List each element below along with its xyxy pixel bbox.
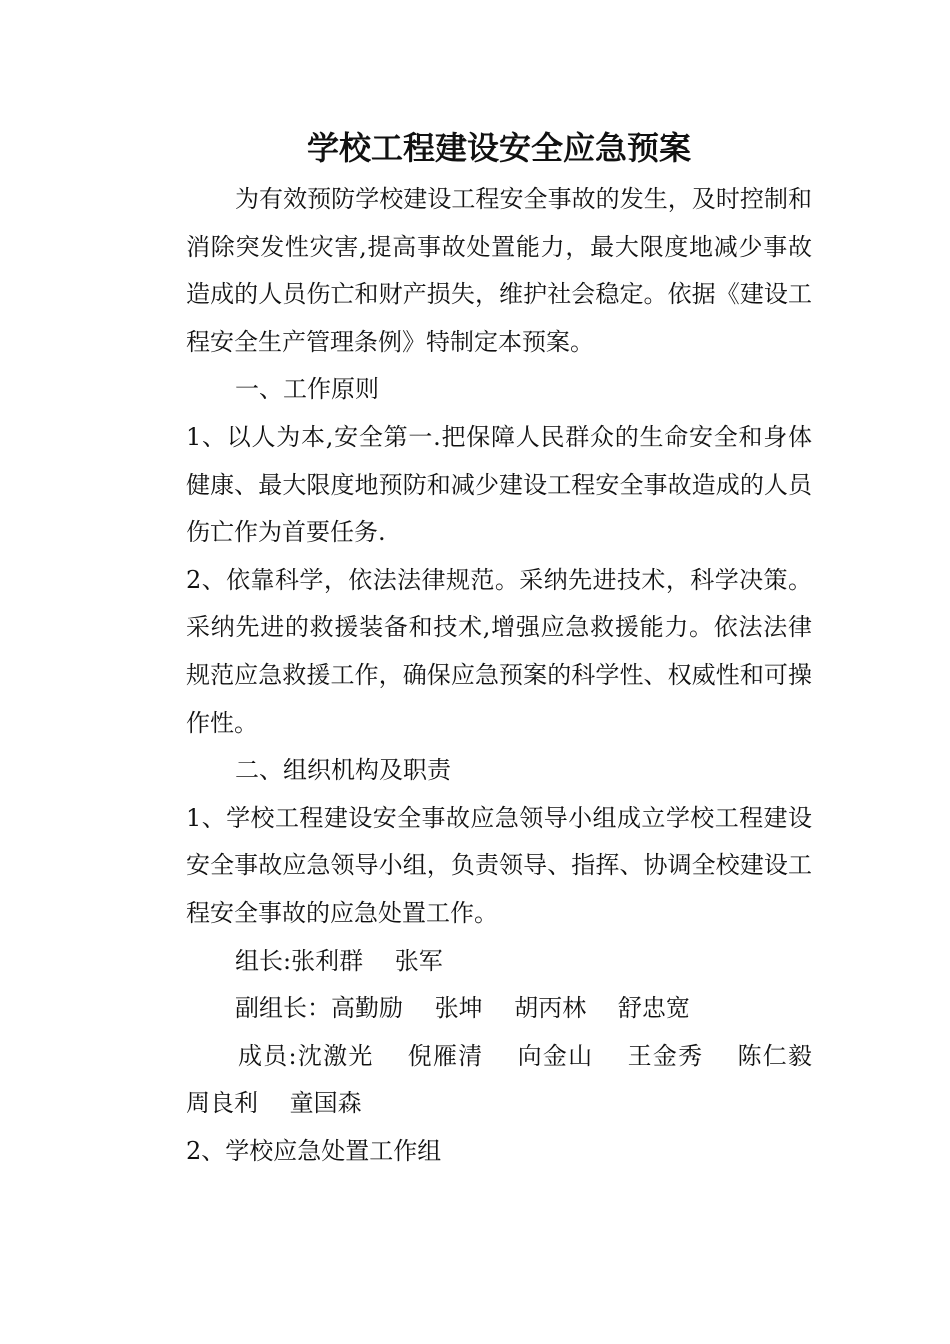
document-page: [186, 120, 844, 1175]
section-heading-principles: 一、工作原则: [235, 375, 379, 404]
section-heading-organization: 二、组织机构及职责: [235, 756, 451, 785]
member-line: 成员:沈激光 倪雁清 向金山 王金秀 陈仁毅 周良利 童国森: [186, 1041, 844, 1118]
leader-line: 组长:张利群 张军: [235, 946, 443, 975]
organization-item-2: 2、学校应急处置工作组: [186, 1136, 442, 1165]
intro-paragraph: 为有效预防学校建设工程安全事故的发生，及时控制和消除突发性灾害,提高事故处置能力，最大限度地减少事故造成的人员伤亡和财产损失，维护社会稳定。依据《建设工程安全生产管理条例》特制定本预案。: [186, 185, 812, 356]
organization-item-1: 1、学校工程建设安全事故应急领导小组成立学校工程建设安全事故应急领导小组，负责领导、指挥、协调全校建设工程安全事故的应急处置工作。: [186, 803, 812, 927]
principle-item-2: 2、依靠科学，依法法律规范。采纳先进技术，科学决策。采纳先进的救援装备和技术,增强应急救援能力。依法法律规范应急救援工作，确保应急预案的科学性、权威性和可操作性。: [186, 565, 812, 737]
principle-item-1: 1、以人为本,安全第一.把保障人民群众的生命安全和身体健康、最大限度地预防和减少建设工程安全事故造成的人员伤亡作为首要任务.: [186, 422, 812, 547]
deputy-leader-line: 副组长：高勤励 张坤 胡丙林 舒忠宽: [235, 994, 690, 1023]
document-title: 学校工程建设安全应急预案: [306, 129, 691, 167]
